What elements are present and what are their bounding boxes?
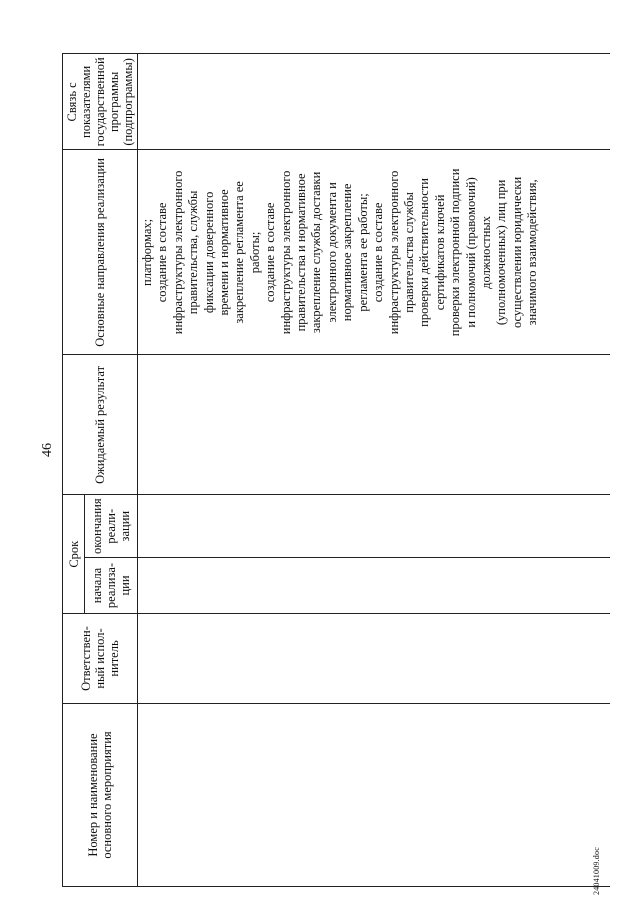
cell-expected-result <box>138 355 611 495</box>
header-term: Срок <box>63 495 85 614</box>
cell-term-end <box>138 495 611 558</box>
header-responsible: Ответствен-ный испол-нитель <box>63 614 138 704</box>
plan-table <box>62 53 610 887</box>
header-link-indicators: Связь с показателями государственной программы (подпрограммы) <box>63 54 138 150</box>
cell-responsible <box>138 614 611 704</box>
header-row-top <box>63 54 85 887</box>
header-term-end: окончания реали-зации <box>85 495 138 558</box>
rotated-landscape-sheet <box>0 10 640 895</box>
page-number: 46 <box>40 443 55 457</box>
header-name: Номер и наименование основного мероприятия <box>63 704 138 887</box>
header-expected-result: Ожидаемый результат <box>63 355 138 495</box>
cell-main-directions: платформах; создание в составе инфраструктуры электронного правительства, службы фиксации доверенного времени и нормативное закрепление регламента ее работы; создание в составе инфраструктуры электронного правительства и нормативное закрепление службы доставки электронного документа и нормативное закрепление регламента ее работы; создание в составе инфраструктуры электронного правительства службы проверки действительности сертификатов ключей проверки электронной подписи и полномочий (правомочий) должностных (уполномоченных) лиц при осуществлении юридически значимого взаимодействия, <box>138 150 611 355</box>
header-term-start: начала реализа-ции <box>85 558 138 614</box>
header-main-directions: Основные направления реализации <box>63 150 138 355</box>
cell-link-indicators <box>138 54 611 150</box>
table-row <box>138 54 611 887</box>
cell-name <box>138 704 611 887</box>
footer-file-name: 24041009.doc <box>592 847 601 895</box>
cell-term-start <box>138 558 611 614</box>
